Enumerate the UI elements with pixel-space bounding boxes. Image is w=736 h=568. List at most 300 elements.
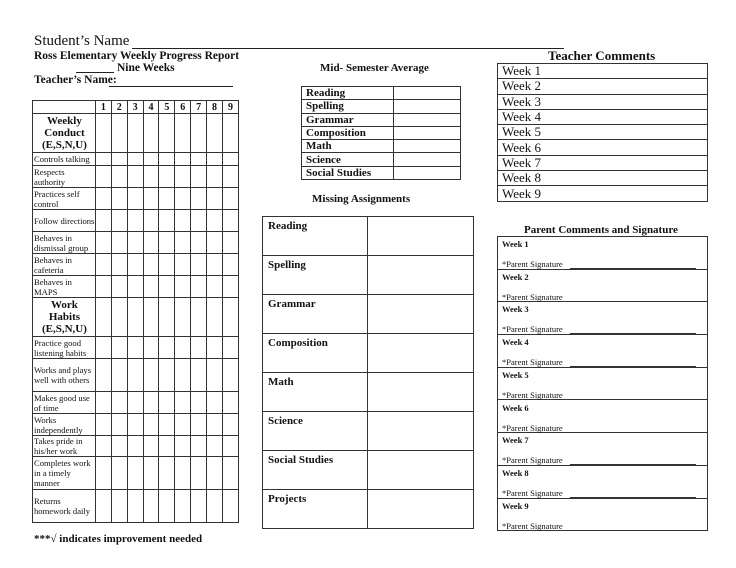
grade-cell[interactable] — [207, 359, 223, 392]
parent-signature-label: *Parent Signature — [502, 357, 563, 368]
behavior-label: Practice good listening habits — [33, 337, 96, 359]
grade-cell[interactable] — [111, 436, 127, 457]
behavior-row — [33, 414, 239, 436]
behavior-label: Completes work in a timely manner — [33, 457, 96, 490]
grade-cell[interactable] — [95, 188, 111, 210]
teacher-comment-cell[interactable]: Week 1 — [498, 64, 708, 79]
grade-cell[interactable] — [159, 254, 175, 276]
grade-cell[interactable] — [111, 166, 127, 188]
grade-cell[interactable] — [111, 490, 127, 523]
missing-row — [263, 256, 474, 295]
grade-cell[interactable] — [127, 359, 143, 392]
grade-cell[interactable] — [159, 232, 175, 254]
grade-cell[interactable] — [207, 298, 223, 337]
grade-cell[interactable] — [111, 359, 127, 392]
missing-entry-cell[interactable] — [368, 373, 474, 412]
average-cell[interactable] — [394, 153, 461, 166]
grade-cell[interactable] — [95, 276, 111, 298]
grade-cell[interactable] — [159, 210, 175, 232]
nine-weeks-line[interactable] — [76, 72, 114, 73]
grade-cell[interactable] — [159, 337, 175, 359]
teacher-comment-row — [498, 109, 708, 124]
grade-cell[interactable] — [111, 254, 127, 276]
teacher-comment-row — [498, 79, 708, 94]
grade-cell[interactable] — [223, 254, 239, 276]
subject-label: Composition — [302, 126, 394, 139]
section-header-row — [33, 114, 239, 153]
grade-cell[interactable] — [127, 254, 143, 276]
grade-cell[interactable] — [143, 188, 159, 210]
grade-cell[interactable] — [223, 392, 239, 414]
missing-row — [263, 373, 474, 412]
grade-cell[interactable] — [191, 436, 207, 457]
grade-cell[interactable] — [159, 188, 175, 210]
parent-comment-row[interactable] — [498, 401, 707, 434]
missing-entry-cell[interactable] — [368, 490, 474, 529]
grade-cell[interactable] — [111, 153, 127, 166]
week-number-header: 1 — [95, 101, 111, 114]
mid-semester-row — [302, 140, 461, 153]
missing-row — [263, 334, 474, 373]
average-cell[interactable] — [394, 166, 461, 179]
grade-cell[interactable] — [143, 232, 159, 254]
average-cell[interactable] — [394, 100, 461, 113]
parent-comment-row[interactable] — [498, 270, 707, 303]
grade-cell[interactable] — [159, 414, 175, 436]
grade-cell[interactable] — [175, 337, 191, 359]
grade-cell[interactable] — [159, 359, 175, 392]
mid-semester-row — [302, 113, 461, 126]
grade-cell[interactable] — [223, 276, 239, 298]
teacher-comment-cell[interactable]: Week 3 — [498, 94, 708, 109]
grade-cell[interactable] — [191, 457, 207, 490]
grade-cell[interactable] — [95, 153, 111, 166]
behavior-label: Respects authority — [33, 166, 96, 188]
parent-signature-label: *Parent Signature — [502, 291, 563, 302]
behavior-row — [33, 254, 239, 276]
grade-cell[interactable] — [143, 436, 159, 457]
grade-cell[interactable] — [143, 490, 159, 523]
teacher-comment-row — [498, 64, 708, 79]
behavior-row — [33, 153, 239, 166]
behavior-label: Makes good use of time — [33, 392, 96, 414]
average-cell[interactable] — [394, 140, 461, 153]
average-cell[interactable] — [394, 113, 461, 126]
teacher-comment-cell[interactable]: Week 2 — [498, 79, 708, 94]
grade-cell[interactable] — [191, 490, 207, 523]
grade-cell[interactable] — [191, 359, 207, 392]
teacher-comments-title: Teacher Comments — [548, 48, 656, 63]
missing-entry-cell[interactable] — [368, 412, 474, 451]
grade-cell[interactable] — [175, 232, 191, 254]
section-header-row — [33, 298, 239, 337]
parent-signature-label: *Parent Signature — [502, 520, 563, 531]
grade-cell[interactable] — [159, 490, 175, 523]
grade-cell[interactable] — [95, 392, 111, 414]
behavior-label: Follow directions — [33, 210, 96, 232]
grade-cell[interactable] — [175, 210, 191, 232]
teacher-comment-cell[interactable]: Week 6 — [498, 140, 708, 155]
missing-entry-cell[interactable] — [368, 256, 474, 295]
behavior-label: Works independently — [33, 414, 96, 436]
grade-cell[interactable] — [127, 166, 143, 188]
grade-cell[interactable] — [159, 457, 175, 490]
mid-semester-row — [302, 87, 461, 100]
weekly-conduct-table — [32, 100, 239, 523]
student-name-label: Student’s Name — [34, 33, 130, 49]
teacher-comment-cell[interactable]: Week 4 — [498, 109, 708, 124]
grade-cell[interactable] — [127, 153, 143, 166]
grade-cell[interactable] — [95, 414, 111, 436]
behavior-label: Practices self control — [33, 188, 96, 210]
behavior-label: Behaves in cafeteria — [33, 254, 96, 276]
grade-cell[interactable] — [207, 114, 223, 153]
grade-cell[interactable] — [95, 114, 111, 153]
week-header-row — [33, 101, 239, 114]
grade-cell[interactable] — [223, 457, 239, 490]
nine-weeks-label: Nine Weeks — [117, 62, 175, 74]
teacher-comment-cell[interactable]: Week 5 — [498, 125, 708, 140]
behavior-row — [33, 232, 239, 254]
missing-entry-cell[interactable] — [368, 295, 474, 334]
grade-cell[interactable] — [143, 276, 159, 298]
parent-signature-label: *Parent Signature — [502, 324, 563, 335]
mid-semester-table — [301, 86, 461, 180]
teacher-comment-row — [498, 125, 708, 140]
grade-cell[interactable] — [95, 436, 111, 457]
parent-signature-label: *Parent Signature — [502, 389, 563, 400]
grade-cell[interactable] — [191, 188, 207, 210]
mid-semester-title: Mid- Semester Average — [320, 62, 429, 74]
grade-cell[interactable] — [127, 298, 143, 337]
student-name-line[interactable] — [132, 48, 564, 49]
grade-cell[interactable] — [207, 392, 223, 414]
teacher-comment-row — [498, 171, 708, 186]
grade-cell[interactable] — [223, 166, 239, 188]
teacher-name-line[interactable] — [109, 86, 233, 87]
week-label: Week 9 — [502, 500, 529, 511]
report-title: Ross Elementary Weekly Progress Report — [34, 50, 240, 62]
behavior-row — [33, 392, 239, 414]
grade-cell[interactable] — [127, 414, 143, 436]
grade-cell[interactable] — [95, 490, 111, 523]
behavior-row — [33, 359, 239, 392]
grade-cell[interactable] — [223, 436, 239, 457]
grade-cell[interactable] — [127, 188, 143, 210]
grade-cell[interactable] — [111, 114, 127, 153]
grade-cell[interactable] — [127, 210, 143, 232]
grade-cell[interactable] — [127, 337, 143, 359]
week-number-header: 5 — [159, 101, 175, 114]
grade-cell[interactable] — [111, 188, 127, 210]
grade-cell[interactable] — [127, 490, 143, 523]
teacher-comment-row — [498, 155, 708, 170]
grade-cell[interactable] — [191, 254, 207, 276]
missing-entry-cell[interactable] — [368, 451, 474, 490]
grade-cell[interactable] — [223, 232, 239, 254]
grade-cell[interactable] — [159, 153, 175, 166]
missing-row — [263, 490, 474, 529]
grade-cell[interactable] — [143, 414, 159, 436]
grade-cell[interactable] — [207, 414, 223, 436]
behavior-label: Behaves in MAPS — [33, 276, 96, 298]
grade-cell[interactable] — [111, 210, 127, 232]
grade-cell[interactable] — [223, 359, 239, 392]
section-title: Work — [50, 299, 78, 311]
teacher-comment-cell[interactable]: Week 7 — [498, 155, 708, 170]
week-number-header: 7 — [191, 101, 207, 114]
section-title: Habits — [48, 311, 81, 323]
section-scale: (E,S,N,U) — [41, 139, 87, 151]
parent-comment-row[interactable] — [498, 237, 707, 270]
teacher-comment-row — [498, 94, 708, 109]
grade-cell[interactable] — [175, 436, 191, 457]
grade-cell[interactable] — [207, 153, 223, 166]
grade-cell[interactable] — [207, 210, 223, 232]
grade-cell[interactable] — [95, 457, 111, 490]
mid-semester-row — [302, 100, 461, 113]
parent-comments-box — [497, 236, 708, 531]
grade-cell[interactable] — [127, 276, 143, 298]
grade-cell[interactable] — [127, 392, 143, 414]
grade-cell[interactable] — [191, 337, 207, 359]
missing-row — [263, 295, 474, 334]
section-title-cell — [33, 298, 96, 337]
grade-cell[interactable] — [191, 392, 207, 414]
grade-cell[interactable] — [191, 298, 207, 337]
behavior-label: Works and plays well with others — [33, 359, 96, 392]
grade-cell[interactable] — [111, 276, 127, 298]
grade-cell[interactable] — [127, 436, 143, 457]
parent-comment-row[interactable] — [498, 466, 707, 499]
grade-cell[interactable] — [127, 114, 143, 153]
parent-signature-label: *Parent Signature — [502, 487, 563, 498]
grade-cell[interactable] — [207, 490, 223, 523]
parent-comment-row[interactable] — [498, 433, 707, 466]
grade-cell[interactable] — [143, 210, 159, 232]
grade-cell[interactable] — [175, 457, 191, 490]
subject-label: Spelling — [263, 256, 368, 295]
grade-cell[interactable] — [111, 392, 127, 414]
week-number-header: 3 — [127, 101, 143, 114]
behavior-label: Returns homework daily — [33, 490, 96, 523]
teacher-comments-table — [497, 63, 708, 202]
grade-cell[interactable] — [95, 232, 111, 254]
week-number-header: 6 — [175, 101, 191, 114]
week-label: Week 6 — [502, 402, 529, 413]
grade-cell[interactable] — [175, 188, 191, 210]
behavior-label: Behaves in dismissal group — [33, 232, 96, 254]
grade-cell[interactable] — [111, 337, 127, 359]
parent-comment-row[interactable] — [498, 499, 707, 532]
grade-cell[interactable] — [143, 153, 159, 166]
grade-cell[interactable] — [191, 210, 207, 232]
grade-cell[interactable] — [223, 114, 239, 153]
subject-label: Composition — [263, 334, 368, 373]
grade-cell[interactable] — [159, 436, 175, 457]
parent-comment-row[interactable] — [498, 335, 707, 368]
week-label: Week 4 — [502, 337, 529, 348]
week-label: Week 8 — [502, 467, 529, 478]
behavior-row — [33, 490, 239, 523]
behavior-row — [33, 188, 239, 210]
grade-cell[interactable] — [207, 232, 223, 254]
parent-signature-label: *Parent Signature — [502, 259, 563, 269]
subject-label: Grammar — [263, 295, 368, 334]
teacher-name-label: Teacher’s Name: — [34, 74, 117, 86]
grade-cell[interactable] — [143, 337, 159, 359]
section-title: Conduct — [44, 127, 85, 139]
behavior-label: Takes pride in his/her work — [33, 436, 96, 457]
grade-cell[interactable] — [207, 276, 223, 298]
grade-cell[interactable] — [175, 359, 191, 392]
grade-cell[interactable] — [127, 457, 143, 490]
grade-cell[interactable] — [143, 392, 159, 414]
grade-cell[interactable] — [143, 254, 159, 276]
grade-cell[interactable] — [223, 298, 239, 337]
behavior-row — [33, 210, 239, 232]
average-cell[interactable] — [394, 87, 461, 100]
grade-cell[interactable] — [207, 436, 223, 457]
subject-label: Reading — [263, 217, 368, 256]
week-number-header: 4 — [143, 101, 159, 114]
grade-cell[interactable] — [159, 298, 175, 337]
behavior-row — [33, 337, 239, 359]
grade-cell[interactable] — [143, 114, 159, 153]
week-label: Week 2 — [502, 271, 529, 282]
section-title: Weekly — [47, 115, 82, 127]
grade-cell[interactable] — [175, 490, 191, 523]
grade-cell[interactable] — [111, 457, 127, 490]
subject-label: Social Studies — [263, 451, 368, 490]
grade-cell[interactable] — [159, 114, 175, 153]
grade-cell[interactable] — [127, 232, 143, 254]
behavior-row — [33, 166, 239, 188]
grade-cell[interactable] — [95, 337, 111, 359]
missing-entry-cell[interactable] — [368, 334, 474, 373]
behavior-row — [33, 457, 239, 490]
week-number-header: 8 — [207, 101, 223, 114]
average-cell[interactable] — [394, 126, 461, 139]
grade-cell[interactable] — [191, 114, 207, 153]
subject-label: Math — [263, 373, 368, 412]
week-label: Week 3 — [502, 304, 529, 315]
parent-signature-label: *Parent Signature — [502, 422, 563, 433]
grade-cell[interactable] — [175, 392, 191, 414]
parent-comment-row[interactable] — [498, 368, 707, 401]
week-number-header: 9 — [223, 101, 239, 114]
grade-cell[interactable] — [175, 153, 191, 166]
grade-cell[interactable] — [143, 298, 159, 337]
grade-cell[interactable] — [111, 232, 127, 254]
subject-label: Reading — [302, 87, 394, 100]
grade-cell[interactable] — [207, 457, 223, 490]
grade-cell[interactable] — [191, 166, 207, 188]
missing-entry-cell[interactable] — [368, 217, 474, 256]
mid-semester-row — [302, 166, 461, 179]
subject-label: Projects — [263, 490, 368, 529]
grade-cell[interactable] — [95, 254, 111, 276]
grade-cell[interactable] — [223, 337, 239, 359]
grade-cell[interactable] — [175, 114, 191, 153]
mid-semester-row — [302, 153, 461, 166]
missing-assignments-title: Missing Assignments — [312, 193, 411, 205]
grade-cell[interactable] — [207, 254, 223, 276]
grade-cell[interactable] — [175, 414, 191, 436]
grade-cell[interactable] — [143, 359, 159, 392]
teacher-comment-row — [498, 186, 708, 201]
parent-signature-label: *Parent Signature — [502, 455, 563, 466]
mid-semester-row — [302, 126, 461, 139]
behavior-label: Controls talking — [33, 153, 96, 166]
grade-cell[interactable] — [191, 276, 207, 298]
subject-label: Science — [302, 153, 394, 166]
grade-cell[interactable] — [175, 166, 191, 188]
behavior-row — [33, 276, 239, 298]
grade-cell[interactable] — [175, 276, 191, 298]
week-label: Week 1 — [502, 239, 529, 249]
parent-comments-title: Parent Comments and Signature — [524, 224, 678, 236]
corner-cell — [33, 101, 96, 114]
grade-cell[interactable] — [95, 166, 111, 188]
grade-cell[interactable] — [143, 457, 159, 490]
grade-cell[interactable] — [191, 414, 207, 436]
missing-row — [263, 217, 474, 256]
grade-cell[interactable] — [223, 153, 239, 166]
grade-cell[interactable] — [159, 392, 175, 414]
week-number-header: 2 — [111, 101, 127, 114]
grade-cell[interactable] — [159, 276, 175, 298]
grade-cell[interactable] — [223, 210, 239, 232]
parent-comment-row[interactable] — [498, 302, 707, 335]
missing-row — [263, 451, 474, 490]
grade-cell[interactable] — [207, 188, 223, 210]
grade-cell[interactable] — [223, 414, 239, 436]
section-scale: (E,S,N,U) — [41, 323, 87, 335]
teacher-comment-cell[interactable]: Week 8 — [498, 171, 708, 186]
footnote: ***√ indicates improvement needed — [34, 533, 203, 545]
behavior-row — [33, 436, 239, 457]
grade-cell[interactable] — [223, 188, 239, 210]
grade-cell[interactable] — [191, 153, 207, 166]
grade-cell[interactable] — [95, 359, 111, 392]
grade-cell[interactable] — [159, 166, 175, 188]
grade-cell[interactable] — [207, 337, 223, 359]
grade-cell[interactable] — [95, 298, 111, 337]
grade-cell[interactable] — [223, 490, 239, 523]
grade-cell[interactable] — [207, 166, 223, 188]
subject-label: Math — [302, 140, 394, 153]
subject-label: Spelling — [302, 100, 394, 113]
subject-label: Social Studies — [302, 166, 394, 179]
week-label: Week 7 — [502, 435, 529, 446]
grade-cell[interactable] — [111, 414, 127, 436]
subject-label: Grammar — [302, 113, 394, 126]
parent-signature-line[interactable] — [570, 530, 696, 531]
missing-assignments-table — [262, 216, 474, 529]
grade-cell[interactable] — [95, 210, 111, 232]
teacher-comment-row — [498, 140, 708, 155]
week-label: Week 5 — [502, 369, 529, 380]
grade-cell[interactable] — [191, 232, 207, 254]
section-title-cell — [33, 114, 96, 153]
grade-cell[interactable] — [175, 254, 191, 276]
teacher-comment-cell[interactable]: Week 9 — [498, 186, 708, 201]
grade-cell[interactable] — [143, 166, 159, 188]
grade-cell[interactable] — [175, 298, 191, 337]
grade-cell[interactable] — [111, 298, 127, 337]
missing-row — [263, 412, 474, 451]
